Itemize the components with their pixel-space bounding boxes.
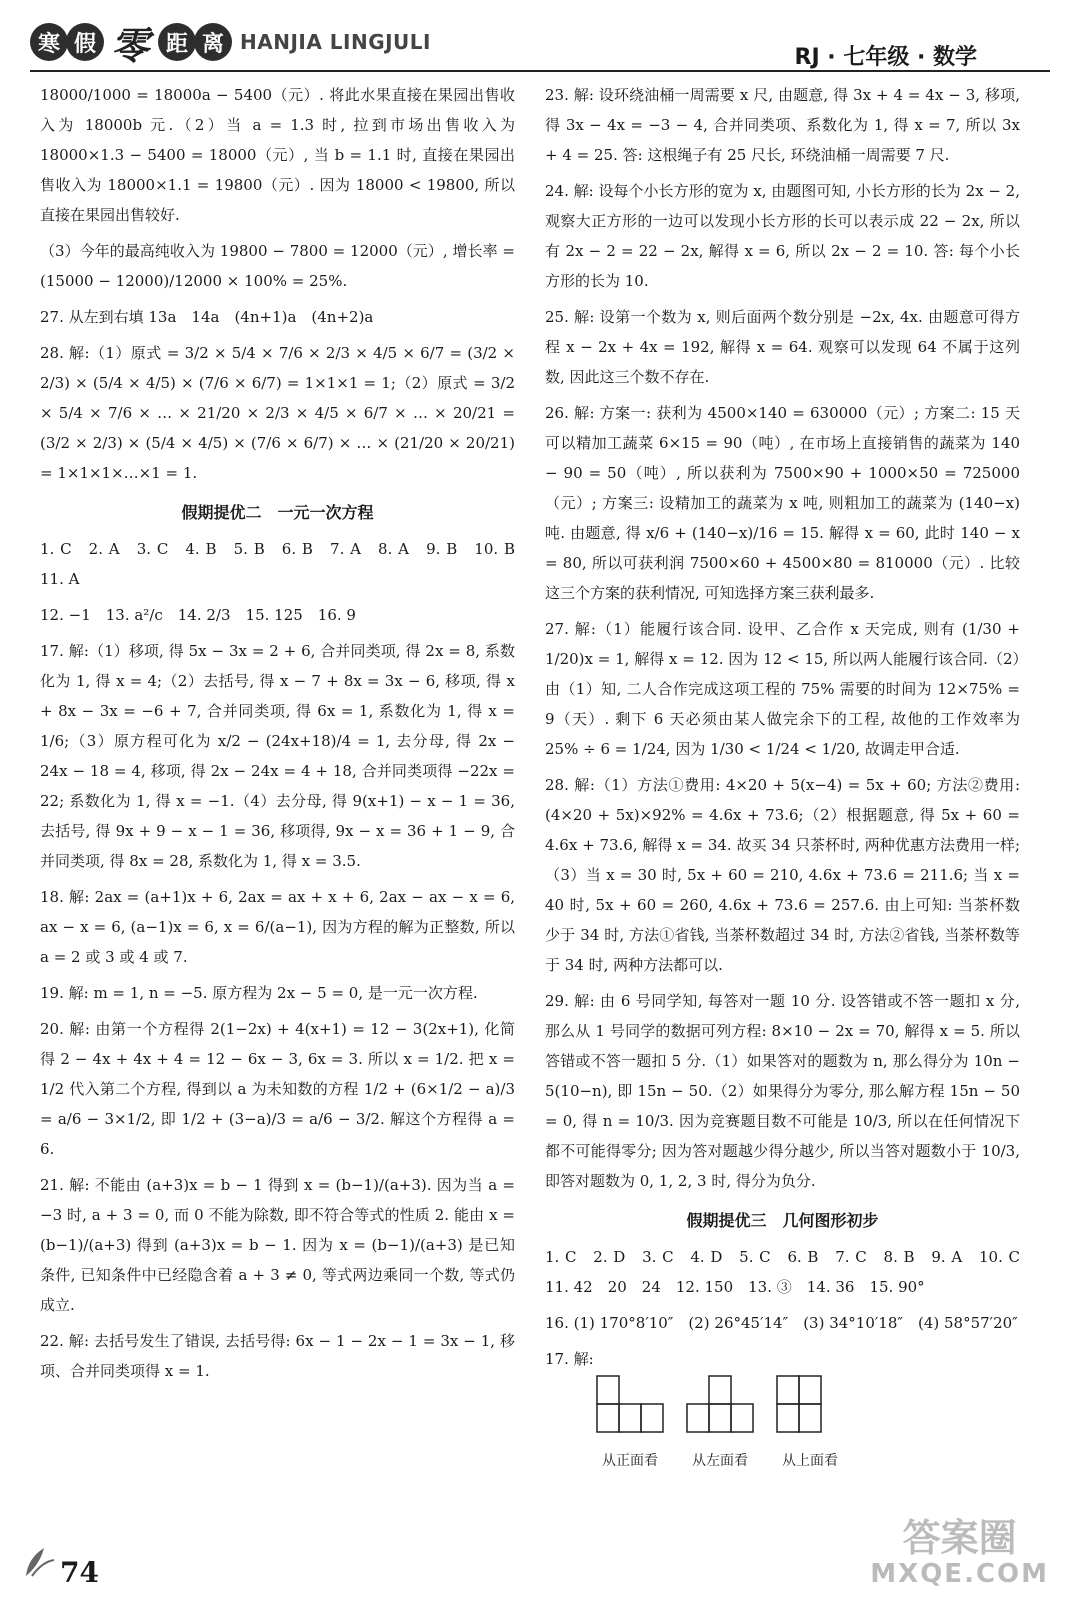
brand-char: 距 [158, 23, 196, 61]
section-title: 假期提优二 一元一次方程 [181, 503, 374, 522]
brand-char: 零 [104, 16, 156, 68]
answer-28: 28. 解:（1）原式 = 3/2 × 5/4 × 7/6 × 2/3 × 4/5 × 6/7 = (3/2 × 2/3) × (5/4 × 4/5) × (7/6 × 6/7) = 1×1×1 = 1;（2）原式 = 3/2 × 5/4 × 7/6 × … × 21/20 × 2/3 × 4/5 × 6/7 × … × 20/21 = (3/2 × 2/3) × (5/4 × 4/5) × (7/6 × 6/7) × … × (21/20 × 20/21) = 1×1×1×…×1 = 1. [40, 344, 515, 482]
view-caption: 从左面看 [692, 1453, 748, 1469]
three-view-figures [595, 1374, 845, 1476]
watermark [870, 1518, 1049, 1588]
top-view [775, 1374, 845, 1476]
answer-27: 27. 从左到右填 13a 14a (4n+1)a (4n+2)a [40, 308, 374, 326]
answer-27: 27. 解:（1）能履行该合同. 设甲、乙合作 x 天完成, 则有 (1/30 + 1/20)x = 1, 解得 x = 12. 因为 12 < 15, 所以两人能履行该合同.（2）由（1）知, 二人合作完成这项工程的 75% 需要的时间为 12×75% = 9（天）. 剩下 6 天必须由某人做完余下的工程, 故他的工作效率为 25% ÷ 6 = 1/24, 因为 1/30 < 1/24 < 1/20, 故调走甲合适. [545, 620, 1020, 758]
answer-24: 24. 解: 设每个小长方形的宽为 x, 由题图可知, 小长方形的长为 2x − 2, 观察大正方形的一边可以发现小长方形的长可以表示成 22 − 2x, 所以有 2x − 2 = 22 − 2x, 解得 x = 6, 所以 2x − 2 = 10. 答: 每个小长方形的长为 10. [545, 182, 1020, 290]
left-view-drawing [685, 1374, 755, 1436]
answer-21: 21. 解: 不能由 (a+3)x = b − 1 得到 x = (b−1)/(a+3). 因为当 a = −3 时, a + 3 = 0, 而 0 不能为除数, 即不符合等式的性质 2. 能由 x = (b−1)/(a+3) 得到 (a+3)x = b − 1. 因为 x = (b−1)/(a+3) 是已知条件, 已知条件中已经隐含着 a + 3 ≠ 0, 等式两边乘同一个数, 等式仍成立. [40, 1176, 515, 1314]
answer-26-part2: （3）今年的最高纯收入为 19800 − 7800 = 12000（元）, 增长率 = (15000 − 12000)/12000 × 100% = 25%. [40, 242, 515, 290]
answer-22: 22. 解: 去括号发生了错误, 去括号得: 6x − 1 − 2x − 1 = 3x − 1, 移项、合并同类项得 x = 1. [40, 1332, 515, 1380]
right-column [545, 80, 1036, 1476]
top-view-drawing [775, 1374, 845, 1436]
brand-char: 假 [66, 23, 104, 61]
page-header [0, 0, 1077, 72]
view-caption: 从正面看 [602, 1453, 658, 1469]
front-view-drawing [595, 1374, 665, 1436]
answer-19: 19. 解: m = 1, n = −5. 原方程为 2x − 5 = 0, 是一元一次方程. [40, 984, 478, 1002]
grade-subject-label: RJ · 七年级 · 数学 [794, 45, 977, 70]
answer-23: 23. 解: 设环绕油桶一周需要 x 尺, 由题意, 得 3x + 4 = 4x − 3, 移项, 得 3x − 4x = −3 − 4, 合并同类项、系数化为 1, 得 x = 7, 所以 3x + 4 = 25. 答: 这根绳子有 25 尺长, 环绕油桶一周需要 7 尺. [545, 86, 1020, 164]
answer-29: 29. 解: 由 6 号同学知, 每答对一题 10 分. 设答错或不答一题扣 x 分, 那么从 1 号同学的数据可列方程: 8×10 − 2x = 70, 解得 x = 5. 所以答错或不答一题扣 5 分.（1）如果答对的题数为 n, 那么得分为 10n − 5(10−n), 即 15n − 50.（2）如果得分为零分, 那么解方程 15n − 50 = 0, 得 n = 10/3. 因为竞赛题目数不可能是 10/3, 所以在任何情况下都不可能得零分; 因为答对题越少得分越少, 所以当答对题数小于 10/3, 即答对题数为 0, 1, 2, 3 时, 得分为负分. [545, 992, 1020, 1190]
answer-28: 28. 解:（1）方法①费用: 4×20 + 5(x−4) = 5x + 60; 方法②费用: (4×20 + 5x)×92% = 4.6x + 73.6;（2）根据题意, 得 5x + 60 = 4.6x + 73.6, 解得 x = 34. 故买 34 只茶杯时, 两种优惠方法费用一样;（3）当 x = 30 时, 5x + 60 = 210, 4.6x + 73.6 = 211.6; 当 x = 40 时, 5x + 60 = 260, 4.6x + 73.6 = 257.6. 由上可知: 当茶杯数少于 34 时, 方法①省钱, 当茶杯数超过 34 时, 方法②省钱, 当茶杯数等于 34 时, 两种方法都可以. [545, 776, 1020, 974]
left-view [685, 1374, 755, 1476]
brand-logo [30, 16, 431, 68]
left-column [40, 80, 531, 1392]
answer-20: 20. 解: 由第一个方程得 2(1−2x) + 4(x+1) = 12 − 3(2x+1), 化简得 2 − 4x + 4x + 4 = 12 − 6x − 3, 6x = 3. 所以 x = 1/2. 把 x = 1/2 代入第二个方程, 得到以 a 为未知数的方程 1/2 + (6×1/2 − a)/3 = a/6 − 3×1/2, 即 1/2 + (3−a)/3 = a/6 − 3/2. 解这个方程得 a = 6. [40, 1020, 515, 1158]
answer-17: 17. 解:（1）移项, 得 5x − 3x = 2 + 6, 合并同类项, 得 2x = 8, 系数化为 1, 得 x = 4;（2）去括号, 得 x − 7 + 8x = 3x − 6, 移项, 得 x + 8x − 3x = −6 + 7, 合并同类项, 得 6x = 1, 系数化为 1, 得 x = 1/6;（3）原方程可化为 x/2 − (24x+18)/4 = 1, 去分母, 得 2x − 24x − 18 = 4, 移项, 得 2x − 24x = 4 + 18, 合并同类项得 −22x = 22; 系数化为 1, 得 x = −1.（4）去分母, 得 9(x+1) − x − 1 = 36, 去括号, 得 9x + 9 − x − 1 = 36, 移项得, 9x − x = 36 + 1 − 9, 合并同类项, 得 8x = 28, 系数化为 1, 得 x = 3.5. [40, 642, 515, 870]
front-view [595, 1374, 665, 1476]
answer-17-label: 17. 解: [545, 1350, 594, 1368]
brand-english: HANJIA LINGJULI [240, 30, 431, 54]
watermark-bottom: MXQE.COM [870, 1558, 1049, 1589]
answer-18: 18. 解: 2ax = (a+1)x + 6, 2ax = ax + x + 6, 2ax − ax − x = 6, ax − x = 6, (a−1)x = 6, x = 6/(a−1), 因为方程的解为正整数, 所以 a = 2 或 3 或 4 或 7. [40, 888, 515, 966]
answer-26: 26. 解: 方案一: 获利为 4500×140 = 630000（元）; 方案二: 15 天可以精加工蔬菜 6×15 = 90（吨）, 在市场上直接销售的蔬菜为 140 − 90 = 50（吨）, 所以获利为 7500×90 + 1000×50 = 725000（元）; 方案三: 设精加工的蔬菜为 x 吨, 则粗加工的蔬菜为 (140−x) 吨. 由题意, 得 x/6 + (140−x)/16 = 15. 解得 x = 60, 此时 140 − x = 80, 所以可获利润 7500×60 + 4500×80 = 810000（元）. 比较这三个方案的获利情况, 可知选择方案三获利最多. [545, 404, 1020, 602]
leaf-icon [18, 1540, 58, 1580]
fill-answers: 12. −1 13. a²/c 14. 2/3 15. 125 16. 9 [40, 606, 356, 624]
page-number: 74 [60, 1556, 99, 1589]
angle-answers: 16. (1) 170°8′10″ (2) 26°45′14″ (3) 34°10′18″ (4) 58°57′20″ [545, 1314, 1018, 1332]
watermark-top: 答案圈 [902, 1516, 1017, 1560]
header-divider [30, 70, 1050, 72]
brand-char: 离 [194, 23, 232, 61]
section-title: 假期提优三 几何图形初步 [686, 1211, 879, 1230]
answer-25: 25. 解: 设第一个数为 x, 则后面两个数分别是 −2x, 4x. 由题意可得方程 x − 2x + 4x = 192, 解得 x = 64. 观察可以发现 64 不属于这列数, 因此这三个数不存在. [545, 308, 1020, 386]
answer-26-part1: 18000/1000 = 18000a − 5400（元）. 将此水果直接在果园出售收入为 18000b 元.（2）当 a = 1.3 时, 拉到市场出售收入为 18000×1.3 − 5400 = 18000（元）, 当 b = 1.1 时, 直接在果园出售收入为 18000×1.1 = 19800（元）. 因为 18000 < 19800, 所以直接在果园出售较好. [40, 86, 515, 224]
view-caption: 从上面看 [782, 1453, 838, 1469]
brand-char: 寒 [30, 23, 68, 61]
choice-answers: 1. C 2. A 3. C 4. B 5. B 6. B 7. A 8. A 9. B 10. B 11. A [40, 540, 531, 588]
choice-answers: 1. C 2. D 3. C 4. D 5. C 6. B 7. C 8. B 9. A 10. C 11. 42 20 24 12. 150 13. ③ 14. 36 15. 90° [545, 1248, 1036, 1296]
